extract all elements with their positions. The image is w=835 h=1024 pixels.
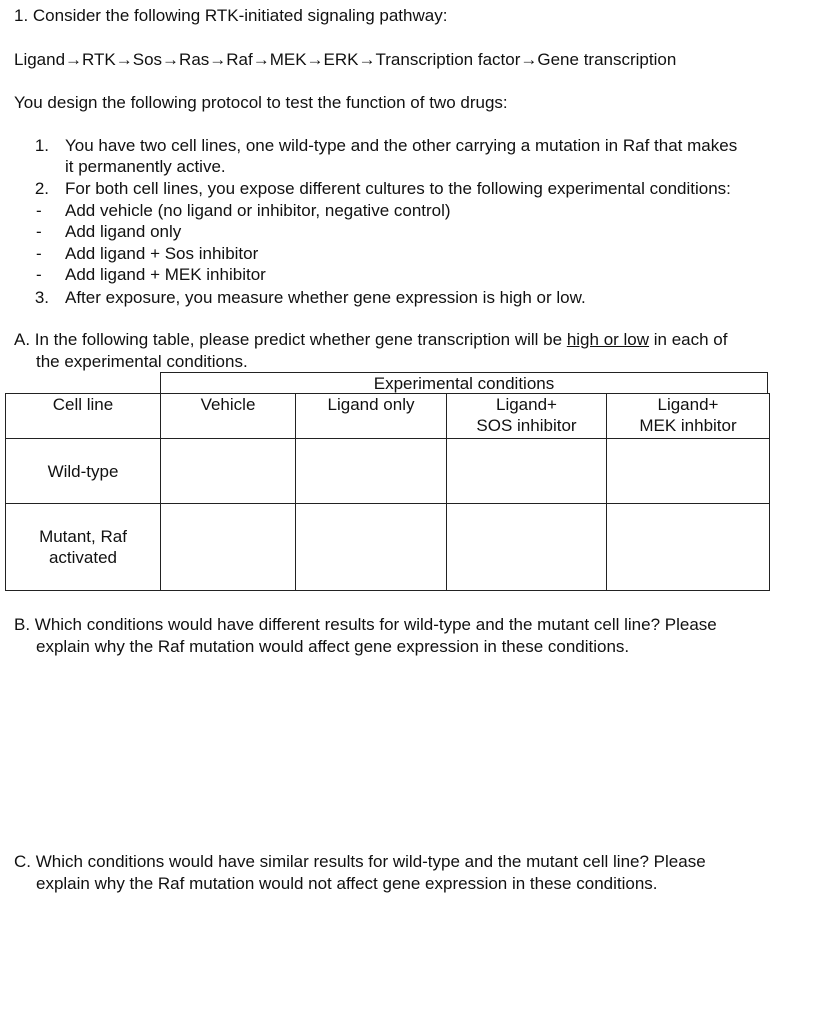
step-text: You have two cell lines, one wild-type and the other carrying a mutation in Raf that makes — [65, 136, 738, 155]
answer-cell[interactable] — [447, 504, 607, 591]
answer-cell[interactable] — [607, 439, 770, 504]
answer-cell[interactable] — [296, 439, 447, 504]
header-sos-inhibitor — [447, 394, 607, 439]
header-vehicle: Vehicle — [161, 394, 296, 439]
dash-bullet: - — [36, 244, 42, 263]
part-b-prompt: B. Which conditions would have different results for wild-type and the mutant cell line? Please — [14, 615, 717, 634]
condition-text: Add ligand + MEK inhibitor — [65, 265, 266, 284]
step-text-continued: it permanently active. — [65, 157, 226, 176]
part-b-prompt-continued: explain why the Raf mutation would affect gene expression in these conditions. — [36, 637, 630, 656]
part-c-prompt: C. Which conditions would have similar results for wild-type and the mutant cell line? Please — [14, 852, 706, 871]
condition-text: Add vehicle (no ligand or inhibitor, negative control) — [65, 201, 451, 220]
row-label-wild-type: Wild-type — [6, 439, 161, 504]
part-c-prompt-continued: explain why the Raf mutation would not affect gene expression in these conditions. — [36, 874, 658, 893]
step-number: 2. — [34, 179, 49, 198]
pathway-text: Ligand→RTK→Sos→Ras→Raf→MEK→ERK→Transcription factor→Gene transcription — [14, 50, 677, 69]
answer-cell[interactable] — [161, 439, 296, 504]
table-row-mutant — [6, 504, 770, 591]
table-header-row — [6, 394, 770, 439]
part-a-text: A. In the following table, please predict whether gene transcription will be — [14, 330, 567, 349]
header-text: Ligand+ — [657, 395, 719, 414]
header-cell-line: Cell line — [6, 394, 161, 439]
prediction-table — [5, 393, 770, 591]
header-ligand-only: Ligand only — [296, 394, 447, 439]
header-text: SOS inhibitor — [476, 416, 577, 435]
header-text: MEK inhbitor — [639, 416, 737, 435]
answer-cell[interactable] — [607, 504, 770, 591]
dash-bullet: - — [36, 222, 42, 241]
answer-cell[interactable] — [447, 439, 607, 504]
experimental-conditions-header: Experimental conditions — [160, 372, 768, 393]
step-number: 3. — [34, 288, 49, 307]
row-label-text: Mutant, Raf — [39, 527, 127, 546]
part-a-prompt-continued: the experimental conditions. — [36, 352, 248, 371]
step-text: For both cell lines, you expose different cultures to the following experimental conditions: — [65, 179, 731, 198]
row-label-text: activated — [48, 548, 118, 567]
part-a-underlined: high or low — [566, 330, 650, 349]
answer-cell[interactable] — [296, 504, 447, 591]
dash-bullet: - — [36, 265, 42, 284]
answer-cell[interactable] — [161, 504, 296, 591]
step-number: 1. — [34, 136, 49, 155]
dash-bullet: - — [36, 201, 42, 220]
row-label-mutant — [6, 504, 161, 591]
part-a-text-end: in each of — [649, 330, 728, 349]
condition-text: Add ligand only — [65, 222, 182, 241]
step-text: After exposure, you measure whether gene expression is high or low. — [65, 288, 586, 307]
part-a-prompt — [14, 329, 728, 350]
header-mek-inhibitor — [607, 394, 770, 439]
table-row-wild-type — [6, 439, 770, 504]
design-intro: You design the following protocol to test the function of two drugs: — [14, 93, 508, 112]
condition-text: Add ligand + Sos inhibitor — [65, 244, 259, 263]
question-title: 1. Consider the following RTK-initiated signaling pathway: — [14, 6, 448, 25]
header-text: Ligand+ — [496, 395, 557, 414]
